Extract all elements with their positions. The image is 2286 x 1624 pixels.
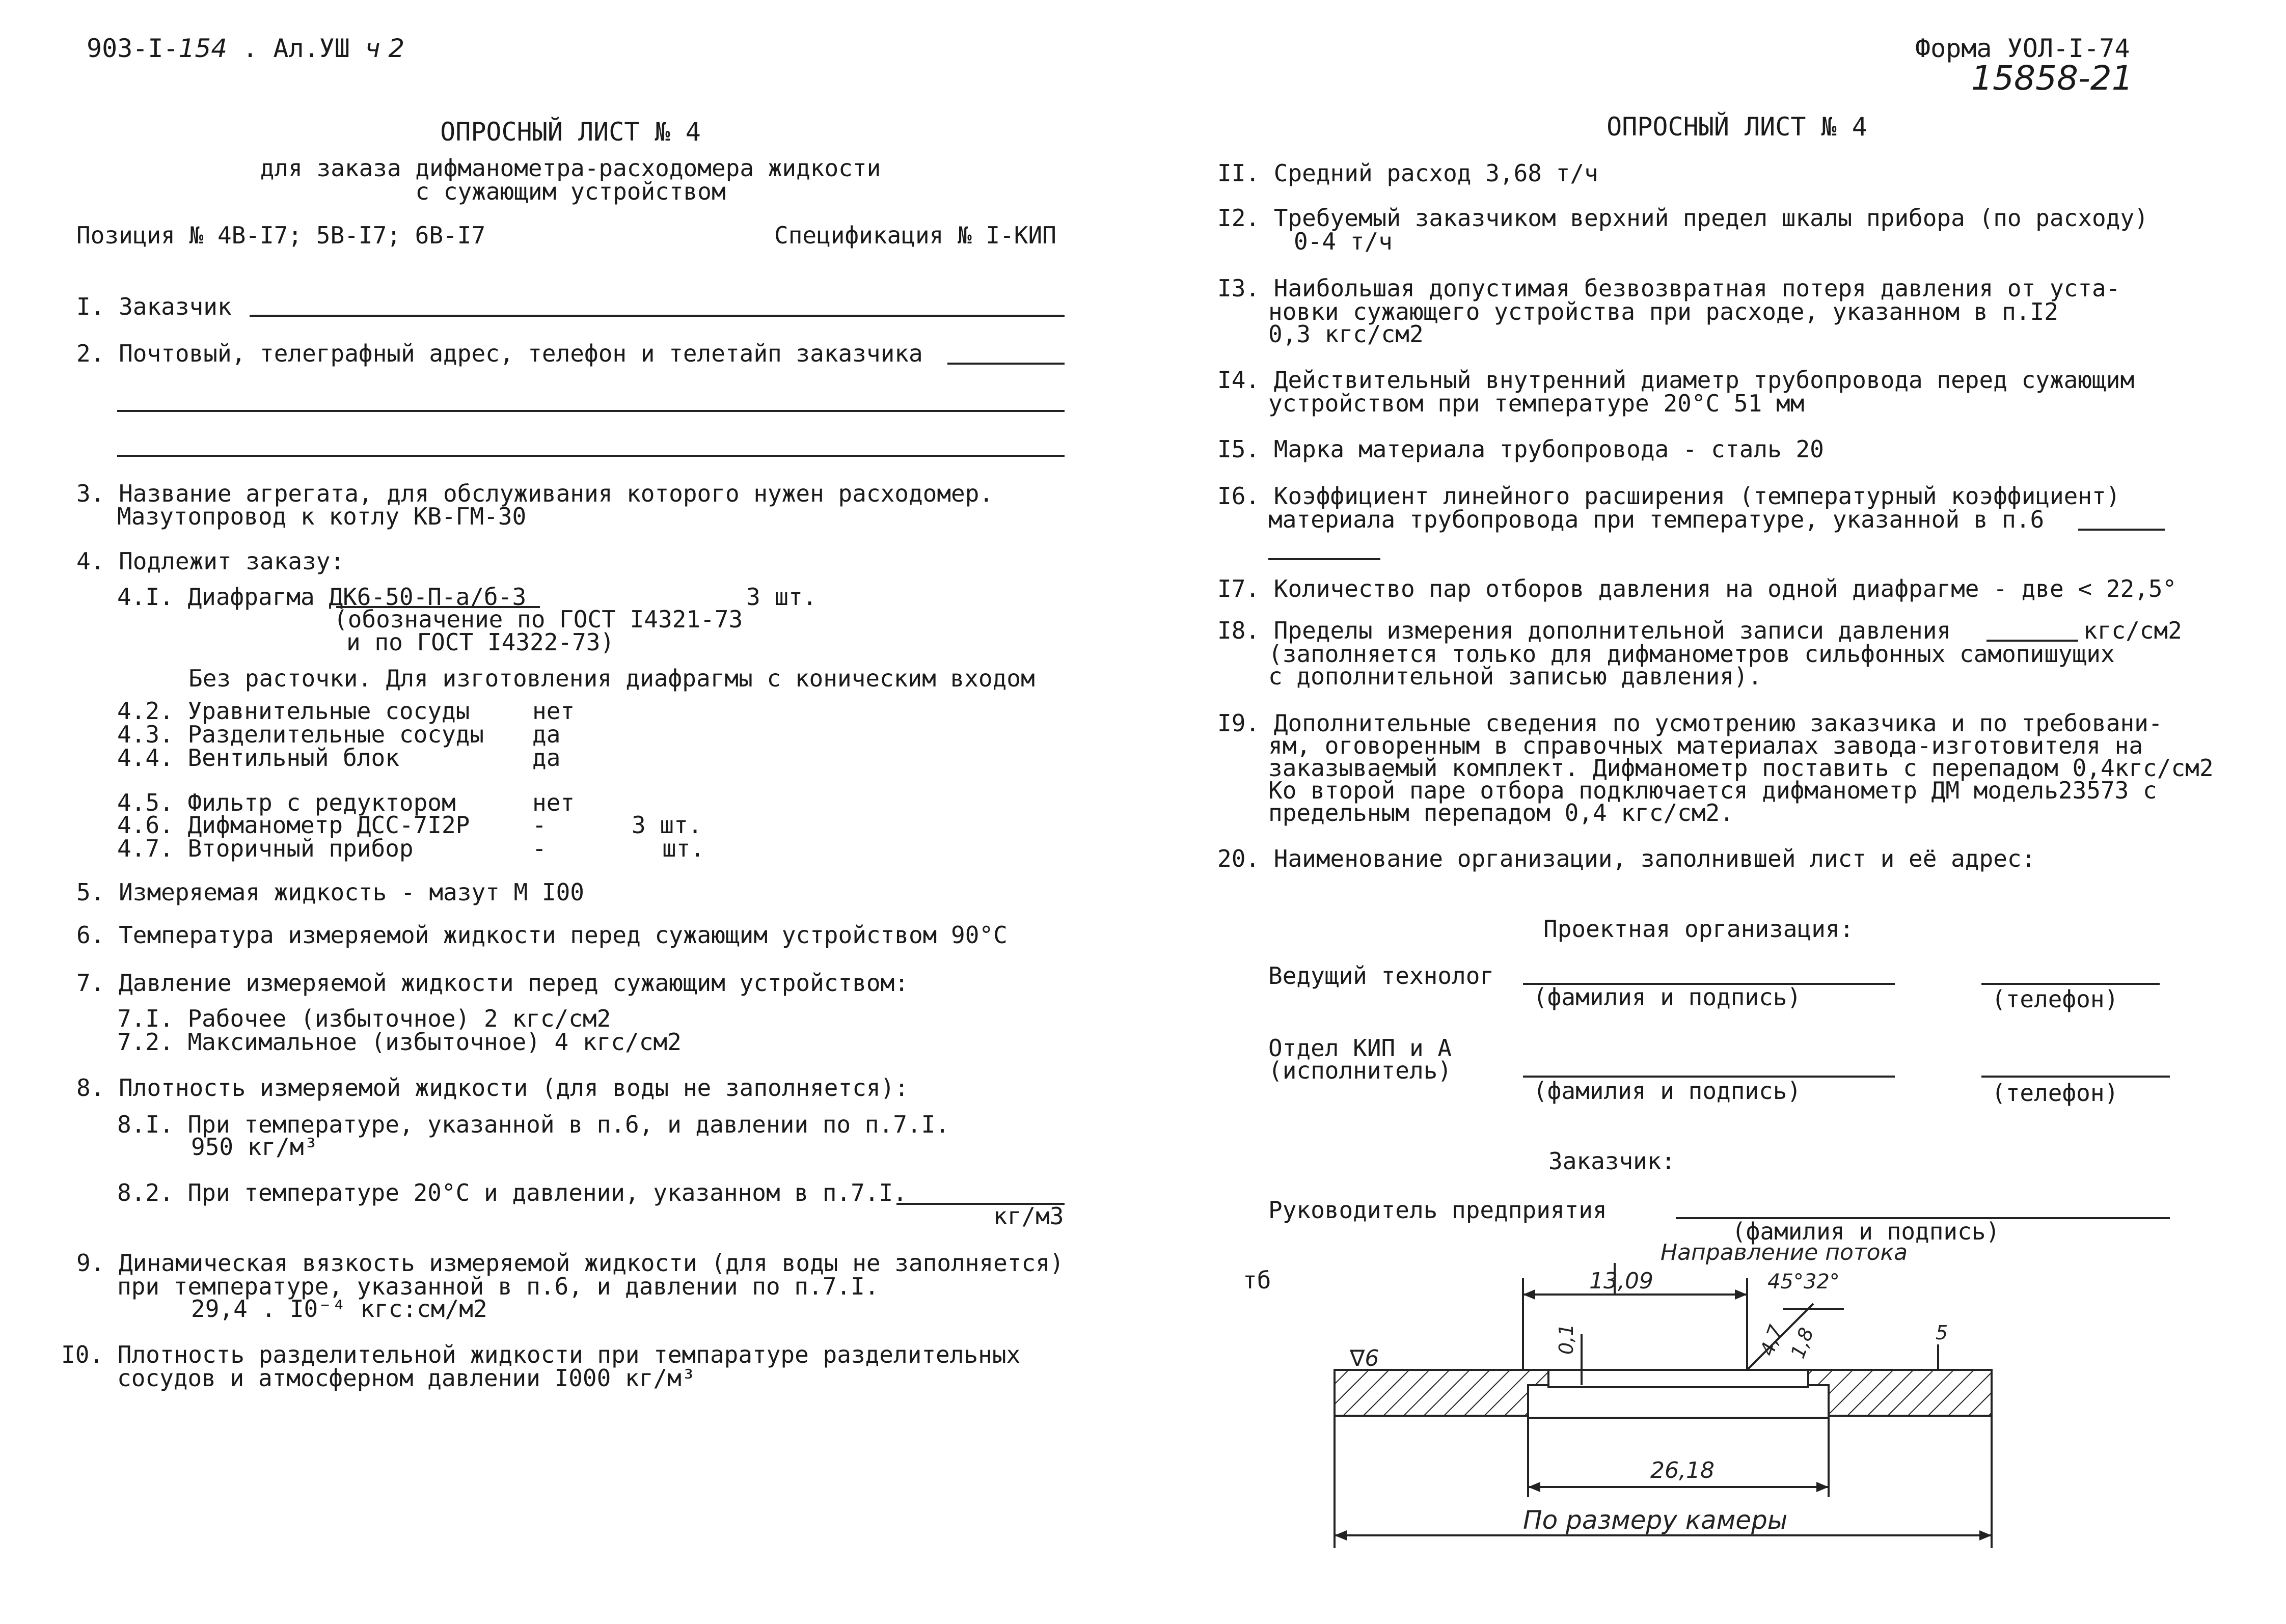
item-9-value: 29,4 . I0⁻⁴ кгс:см/м2 (191, 1295, 487, 1323)
item-4-7-qty: шт. (662, 835, 705, 862)
item-4-2: 4.2. Уравнительные сосуды (117, 697, 470, 725)
item-8-1-value: 950 кг/м³ (191, 1133, 318, 1161)
form-code: Форма УОЛ-I-74 (1915, 34, 2130, 63)
customer-heading: Заказчик: (1548, 1147, 1676, 1175)
doc-code-handwritten: 154 (178, 34, 228, 63)
item-2-address: 2. Почтовый, телеграфный адрес, телефон и телетайп заказчика (76, 340, 923, 367)
dimension-4-7: 4,7 (1756, 1322, 1788, 1359)
angle-value: 45°32° (1767, 1270, 1840, 1293)
item-14-value: устройством при температуре 20°С 51 мм (1268, 390, 1805, 417)
item-1-customer: I. Заказчик (76, 293, 232, 320)
item-4-5-value: нет (532, 789, 575, 816)
item-4-1-remark: Без расточки. Для изготовления диафрагмы с коническим входом (188, 665, 1035, 692)
left-subtitle-2: с сужающим устройством (415, 178, 726, 205)
item-4-1-diaphragm: 4.I. Диафрагма ДК6-50-П-а/б-3 (117, 583, 527, 611)
item-4-1-note-1: (обозначение по ГОСТ I4321-73 (334, 605, 743, 633)
item-19-line-4: Ко второй паре отбора подключается дифманометр ДМ модель23573 с (1268, 777, 2157, 804)
left-title: ОПРОСНЫЙ ЛИСТ № 4 (440, 117, 701, 147)
address-fill-line-2 (117, 410, 1065, 412)
dimension-1-8: 1,8 (1786, 1325, 1818, 1362)
item-16-line-2: материала трубопровода при температуре, указанной в п.6 (1268, 506, 2045, 533)
item-4-2-value: нет (532, 697, 575, 725)
specification: Спецификация № I-КИП (774, 222, 1056, 249)
item-8-2-unit: кг/м3 (993, 1202, 1064, 1230)
item-10-line-2: сосудов и атмосферном давлении I000 кг/м³ (117, 1364, 696, 1392)
item-7-2: 7.2. Максимальное (избыточное) 4 кгс/см2 (117, 1028, 682, 1056)
dimension-5: 5 (1936, 1322, 1948, 1344)
orifice-channel (1548, 1370, 1808, 1387)
enterprise-head-label: Руководитель предприятия (1268, 1196, 1607, 1224)
item-4-5: 4.5. Фильтр с редуктором (117, 789, 456, 816)
kip-phone-caption: (телефон) (1992, 1079, 2119, 1107)
lead-technologist-phone-line (1981, 983, 2160, 985)
lead-technologist-phone-caption: (телефон) (1992, 985, 2119, 1013)
orifice-bore (1528, 1385, 1829, 1418)
enterprise-head-caption: (фамилия и подпись) (1732, 1218, 2000, 1245)
right-title: ОПРОСНЫЙ ЛИСТ № 4 (1607, 112, 1867, 142)
item-4-4-value: да (532, 744, 561, 772)
item-6-temperature: 6. Температура измеряемой жидкости перед сужающим устройством 90°С (76, 921, 1008, 949)
item-15-material: I5. Марка материала трубопровода - сталь 20 (1217, 435, 1824, 463)
item-4-3: 4.3. Разделительные сосуды (117, 721, 484, 748)
kip-department-label: Отдел КИП и А (1268, 1034, 1452, 1062)
item-10-separation-density: I0. Плотность разделительной жидкости при темпаратуре разделительных (61, 1341, 1021, 1368)
item-18-line-3: с дополнительной записью давления). (1268, 663, 1762, 690)
lead-technologist-label: Ведущий технолог (1268, 962, 1494, 989)
kip-phone-line (1981, 1076, 2170, 1078)
item-4-4: 4.4. Вентильный блок (117, 744, 399, 772)
item-18-line-2: (заполняется только для дифманометров сильфонных самопишущих (1268, 640, 2115, 668)
design-organization-heading: Проектная организация: (1543, 915, 1854, 943)
diaphragm-section-drawing (1304, 1232, 2017, 1589)
item-8-1: 8.I. При температуре, указанной в п.6, и давлении по п.7.I. (117, 1111, 949, 1138)
album-text: . Ал.УШ (242, 34, 350, 63)
item-7-pressure: 7. Давление измеряемой жидкости перед сужающим устройством: (76, 969, 909, 997)
coefficient-fill-line-1 (2078, 529, 2165, 531)
item-5-liquid: 5. Измеряемая жидкость - мазут М I00 (76, 878, 584, 906)
item-18-limits: I8. Пределы измерения дополнительной записи давления (1217, 617, 1951, 644)
item-4-order: 4. Подлежит заказу: (76, 547, 345, 575)
item-4-1-qty: 3 шт. (746, 583, 817, 611)
item-13-loss: I3. Наибольшая допустимая безвозвратная потеря давления от уста- (1217, 274, 2120, 302)
flow-direction-label: Направление потока (1661, 1240, 1908, 1265)
position-line: Позиция № 4В-I7; 5В-I7; 6В-I7 (76, 222, 486, 249)
kip-executor-label: (исполнитель) (1268, 1057, 1452, 1084)
item-7-1: 7.I. Рабочее (избыточное) 2 кгс/см2 (117, 1005, 611, 1032)
item-19-line-3: заказываемый комплект. Дифманометр поставить с перепадом 0,4кгс/см2 (1268, 754, 2214, 782)
roughness-mark: ∇6 (1350, 1345, 1379, 1371)
item-4-6-qty: 3 шт. (632, 811, 702, 839)
item-19-line-2: ям, оговоренным в справочных материалах завода-изготовителя на (1268, 732, 2143, 759)
item-4-3-value: да (532, 721, 561, 748)
coefficient-fill-line-2 (1268, 558, 1380, 560)
item-4-7: 4.7. Вторичный прибор (117, 835, 414, 862)
doc-code-text: 903-I- (87, 34, 179, 63)
bore-dimension-value: 26,18 (1650, 1457, 1715, 1483)
length-dimension-value: 13,09 (1589, 1268, 1653, 1294)
form-handwritten-number: 15858-21 (1971, 59, 2133, 98)
item-16-coefficient: I6. Коэффициент линейного расширения (температурный коэффициент) (1217, 482, 2120, 510)
item-19-extra: I9. Дополнительные сведения по усмотрению заказчика и по требовани- (1217, 709, 2163, 737)
item-4-6: 4.6. Дифманометр ДСС-7I2Р (117, 811, 470, 839)
item-13-value: 0,3 кгс/см2 (1268, 320, 1424, 348)
item-19-line-5: предельным перепадом 0,4 кгс/см2. (1268, 799, 1734, 827)
item-4-7-dash: - (532, 835, 547, 862)
album-handwritten: ч 2 (365, 34, 405, 63)
item-3-unit: 3. Название агрегата, для обслуживания которого нужен расходомер. (76, 480, 994, 507)
item-4-6-dash: - (532, 811, 547, 839)
item-4-1-note-2: и по ГОСТ I4322-73) (346, 628, 615, 656)
item-8-2: 8.2. При температуре 20°С и давлении, указанном в п.7.I. (117, 1179, 907, 1206)
kip-name-caption: (фамилия и подпись) (1533, 1077, 1802, 1105)
item-11-flow: II. Средний расход 3,68 т/ч (1217, 159, 1598, 187)
item-9-line-2: при температуре, указанной в п.6, и давлении по п.7.I. (117, 1273, 879, 1300)
item-8-density: 8. Плотность измеряемой жидкости (для воды не заполняется): (76, 1074, 909, 1102)
item-17-taps: I7. Количество пар отборов давления на одной диафрагме - две < 22,5° (1217, 575, 2177, 602)
address-fill-line-3 (117, 455, 1065, 457)
item-12-value: 0-4 т/ч (1294, 228, 1393, 255)
item-18-unit: кгс/см2 (2083, 617, 2182, 644)
item-9-viscosity: 9. Динамическая вязкость измеряемой жидкости (для воды не заполняется) (76, 1249, 1064, 1277)
item-20-organization: 20. Наименование организации, заполнившей лист и её адрес: (1217, 845, 2036, 872)
doc-code (87, 35, 404, 62)
lead-technologist-name-caption: (фамилия и подпись) (1533, 983, 1802, 1011)
item-14-diameter: I4. Действительный внутренний диаметр трубопровода перед сужающим (1217, 366, 2135, 394)
customer-fill-line (250, 315, 1065, 317)
left-subtitle-1: для заказа дифманометра-расходомера жидкости (260, 154, 881, 182)
address-fill-line-1 (947, 363, 1065, 365)
item-12-scale: I2. Требуемый заказчиком верхний предел шкалы прибора (по расходу) (1217, 204, 2148, 232)
tb-mark: тб (1243, 1267, 1271, 1294)
chamber-size-label: По размеру камеры (1523, 1505, 1788, 1535)
item-13-line-2: новки сужающего устройства при расходе, указанном в п.I2 (1268, 298, 2058, 325)
item-3-value: Мазутопровод к котлу КВ-ГМ-30 (117, 503, 527, 530)
small-dimension-value: 0,1 (1555, 1324, 1577, 1355)
